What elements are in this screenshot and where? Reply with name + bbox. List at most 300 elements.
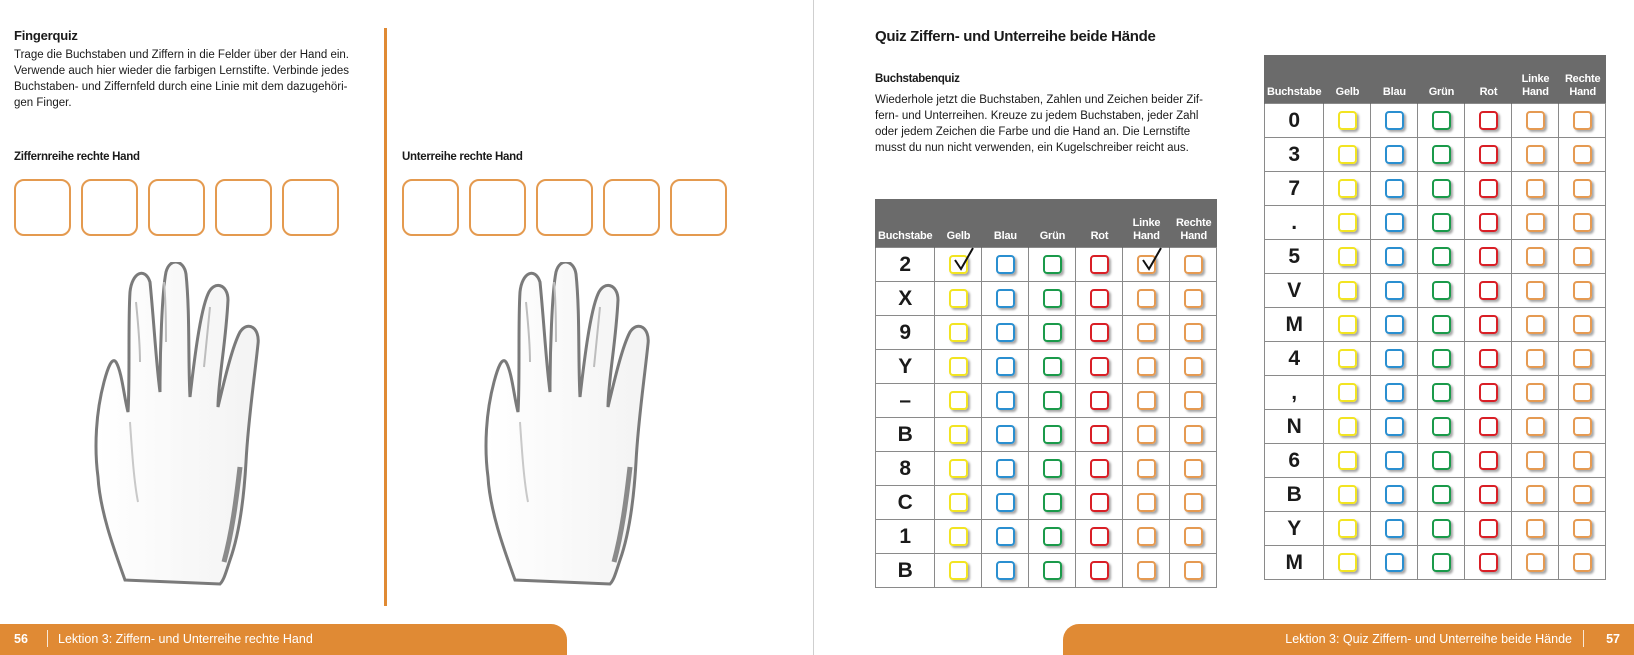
checkbox-blau[interactable]: [996, 323, 1015, 342]
cell-rechte: [1559, 172, 1606, 206]
checkbox-blau[interactable]: [1385, 111, 1404, 130]
cell-gruen: [1029, 282, 1076, 316]
cell-rot: [1465, 444, 1512, 478]
checkbox-blau[interactable]: [1385, 213, 1404, 232]
checkbox-rot[interactable]: [1090, 323, 1109, 342]
header-text: Hand: [1133, 230, 1160, 242]
cell-rot: [1465, 512, 1512, 546]
answer-box[interactable]: [282, 179, 339, 236]
checkbox-gruen[interactable]: [1043, 289, 1062, 308]
checkbox-gelb[interactable]: [1338, 315, 1357, 334]
checkbox-rot[interactable]: [1479, 315, 1498, 334]
cell-gruen: [1418, 138, 1465, 172]
table-row: [876, 486, 1217, 520]
checkmark-icon: [1141, 247, 1163, 271]
checkbox-rot[interactable]: [1479, 179, 1498, 198]
cell-linke: [1512, 274, 1559, 308]
checkbox-blau[interactable]: [996, 255, 1015, 274]
cell-gelb: [935, 350, 982, 384]
checkbox-linke[interactable]: [1137, 289, 1156, 308]
col-header-buchstabe: [1265, 55, 1324, 104]
table-row: [1265, 546, 1606, 580]
checkbox-blau[interactable]: [1385, 179, 1404, 198]
checkbox-linke[interactable]: [1526, 383, 1545, 402]
checkbox-rechte[interactable]: [1573, 451, 1592, 470]
checkbox-linke[interactable]: [1137, 493, 1156, 512]
checkbox-gelb[interactable]: [949, 425, 968, 444]
cell-blau: [1371, 206, 1418, 240]
col-header-gelb: [1324, 55, 1371, 104]
row-letter: 2: [876, 248, 935, 282]
cell-gelb: [1324, 444, 1371, 478]
cell-rot: [1076, 486, 1123, 520]
checkbox-gruen[interactable]: [1432, 485, 1451, 504]
checkbox-linke[interactable]: [1526, 145, 1545, 164]
cell-gruen: [1029, 350, 1076, 384]
cell-rechte: [1559, 546, 1606, 580]
answer-box[interactable]: [148, 179, 205, 236]
checkbox-gruen[interactable]: [1043, 425, 1062, 444]
checkbox-rechte[interactable]: [1573, 179, 1592, 198]
checkbox-gelb[interactable]: [949, 561, 968, 580]
cell-blau: [982, 520, 1029, 554]
checkbox-linke[interactable]: [1526, 417, 1545, 436]
checkbox-blau[interactable]: [1385, 281, 1404, 300]
row-letter: C: [876, 486, 935, 520]
cell-linke: [1123, 486, 1170, 520]
checkbox-blau[interactable]: [996, 561, 1015, 580]
checkbox-linke[interactable]: [1137, 561, 1156, 580]
checkbox-gelb[interactable]: [1338, 519, 1357, 538]
checkbox-rot[interactable]: [1479, 213, 1498, 232]
checkbox-rot[interactable]: [1479, 247, 1498, 266]
cell-rechte: [1170, 452, 1217, 486]
checkbox-blau[interactable]: [996, 391, 1015, 410]
cell-blau: [1371, 512, 1418, 546]
table-row: [876, 282, 1217, 316]
checkbox-gelb[interactable]: [949, 391, 968, 410]
cell-gelb: [935, 384, 982, 418]
checkbox-gelb[interactable]: [1338, 145, 1357, 164]
cell-gelb: [1324, 512, 1371, 546]
checkbox-gruen[interactable]: [1043, 459, 1062, 478]
cell-rechte: [1559, 376, 1606, 410]
cell-rot: [1076, 316, 1123, 350]
row-letter: X: [876, 282, 935, 316]
checkbox-rot[interactable]: [1090, 289, 1109, 308]
checkbox-gruen[interactable]: [1432, 179, 1451, 198]
header-text: Linke: [1521, 73, 1550, 85]
checkbox-blau[interactable]: [996, 459, 1015, 478]
header-text: Hand: [1569, 86, 1597, 98]
table-row: [1265, 206, 1606, 240]
cell-gelb: [1324, 546, 1371, 580]
checkbox-gelb[interactable]: [949, 493, 968, 512]
checkbox-blau[interactable]: [1385, 451, 1404, 470]
table-row: [876, 248, 1217, 282]
intro-line: Trage die Buchstaben und Ziffern in die Felder über der Hand ein.: [14, 49, 349, 61]
checkbox-blau[interactable]: [1385, 417, 1404, 436]
checkbox-linke[interactable]: [1137, 323, 1156, 342]
checkbox-gruen[interactable]: [1432, 145, 1451, 164]
checkbox-linke[interactable]: [1526, 281, 1545, 300]
checkbox-gelb[interactable]: [949, 323, 968, 342]
checkbox-rechte[interactable]: [1573, 553, 1592, 572]
cell-gruen: [1418, 274, 1465, 308]
checkbox-linke[interactable]: [1526, 247, 1545, 266]
checkbox-gruen[interactable]: [1043, 493, 1062, 512]
cell-rot: [1465, 172, 1512, 206]
checkbox-gelb[interactable]: [1338, 417, 1357, 436]
cell-rot: [1465, 308, 1512, 342]
cell-rot: [1465, 240, 1512, 274]
checkbox-gruen[interactable]: [1432, 247, 1451, 266]
header-text: Rechte: [1175, 217, 1212, 229]
checkbox-gruen[interactable]: [1432, 281, 1451, 300]
checkbox-rot[interactable]: [1479, 111, 1498, 130]
table-row: [1265, 512, 1606, 546]
row-letter: 4: [1265, 342, 1324, 376]
intro-line: oder jedem Zeichen die Farbe und die Hand an. Die Lernstifte: [875, 126, 1191, 138]
checkbox-blau[interactable]: [1385, 145, 1404, 164]
cell-blau: [1371, 410, 1418, 444]
cell-gruen: [1418, 172, 1465, 206]
cell-gelb: [1324, 138, 1371, 172]
checkbox-blau[interactable]: [1385, 553, 1404, 572]
cell-gelb: [1324, 274, 1371, 308]
table-row: [1265, 308, 1606, 342]
cell-gelb: [935, 418, 982, 452]
checkbox-gruen[interactable]: [1432, 349, 1451, 368]
answer-box[interactable]: [14, 179, 71, 236]
row-letter: V: [1265, 274, 1324, 308]
table-row: [876, 316, 1217, 350]
answer-box[interactable]: [215, 179, 272, 236]
checkbox-rechte[interactable]: [1573, 281, 1592, 300]
cell-gelb: [935, 248, 982, 282]
checkbox-rot[interactable]: [1479, 485, 1498, 504]
checkbox-gelb[interactable]: [1338, 213, 1357, 232]
checkbox-rechte[interactable]: [1184, 323, 1203, 342]
cell-linke: [1512, 546, 1559, 580]
cell-gruen: [1029, 486, 1076, 520]
quiz-title: Quiz Ziffern- und Unterreihe beide Hände: [875, 28, 1156, 45]
checkbox-blau[interactable]: [996, 527, 1015, 546]
answer-box[interactable]: [402, 179, 459, 236]
checkbox-gelb[interactable]: [949, 255, 968, 274]
checkbox-blau[interactable]: [996, 357, 1015, 376]
checkbox-linke[interactable]: [1137, 459, 1156, 478]
table-row: [1265, 274, 1606, 308]
checkbox-rechte[interactable]: [1184, 527, 1203, 546]
checkbox-rechte[interactable]: [1573, 383, 1592, 402]
cell-rechte: [1559, 444, 1606, 478]
checkbox-rot[interactable]: [1479, 383, 1498, 402]
cell-gruen: [1029, 520, 1076, 554]
row-letter: 0: [1265, 104, 1324, 138]
table-row: [1265, 104, 1606, 138]
header-text: Blau: [993, 230, 1017, 242]
checkbox-linke[interactable]: [1526, 349, 1545, 368]
checkbox-rechte[interactable]: [1573, 485, 1592, 504]
cell-rechte: [1559, 240, 1606, 274]
col-header-rechte-hand: [1559, 55, 1606, 104]
checkbox-gruen[interactable]: [1432, 519, 1451, 538]
checkbox-rechte[interactable]: [1184, 493, 1203, 512]
cell-gruen: [1029, 384, 1076, 418]
col-header-blau: [982, 199, 1029, 248]
cell-blau: [1371, 172, 1418, 206]
footer-right: [1063, 624, 1634, 655]
checkbox-gelb[interactable]: [1338, 553, 1357, 572]
checkbox-gelb[interactable]: [949, 289, 968, 308]
checkbox-linke[interactable]: [1526, 553, 1545, 572]
checkbox-rot[interactable]: [1090, 391, 1109, 410]
right-hand-illustration-2: [480, 262, 660, 587]
checkbox-gelb[interactable]: [1338, 383, 1357, 402]
checkbox-blau[interactable]: [1385, 519, 1404, 538]
page-divider: [384, 28, 387, 606]
checkbox-linke[interactable]: [1526, 519, 1545, 538]
checkbox-rot[interactable]: [1479, 451, 1498, 470]
cell-rot: [1465, 376, 1512, 410]
col-header-gelb: [935, 199, 982, 248]
checkbox-gelb[interactable]: [949, 459, 968, 478]
answer-box[interactable]: [603, 179, 660, 236]
checkbox-linke[interactable]: [1526, 213, 1545, 232]
checkbox-rechte[interactable]: [1573, 145, 1592, 164]
cell-rot: [1465, 138, 1512, 172]
checkbox-rechte[interactable]: [1573, 417, 1592, 436]
ziffernreihe-boxes: [14, 179, 339, 236]
row-letter: Y: [876, 350, 935, 384]
cell-rechte: [1559, 138, 1606, 172]
checkbox-blau[interactable]: [996, 425, 1015, 444]
checkbox-rot[interactable]: [1479, 281, 1498, 300]
cell-rot: [1076, 248, 1123, 282]
checkbox-gruen[interactable]: [1043, 255, 1062, 274]
checkbox-gelb[interactable]: [1338, 485, 1357, 504]
checkbox-rot[interactable]: [1479, 349, 1498, 368]
checkbox-rot[interactable]: [1479, 553, 1498, 572]
checkbox-blau[interactable]: [1385, 485, 1404, 504]
cell-rot: [1076, 350, 1123, 384]
cell-rechte: [1170, 248, 1217, 282]
row-letter: 7: [1265, 172, 1324, 206]
checkbox-linke[interactable]: [1526, 315, 1545, 334]
cell-gruen: [1418, 546, 1465, 580]
cell-blau: [982, 452, 1029, 486]
intro-line: fern- und Unterreihen. Kreuze zu jedem Buchstaben, jeder Zahl: [875, 110, 1199, 122]
cell-gelb: [935, 452, 982, 486]
cell-rot: [1076, 384, 1123, 418]
checkbox-linke[interactable]: [1137, 527, 1156, 546]
cell-rot: [1076, 418, 1123, 452]
checkbox-gelb[interactable]: [1338, 349, 1357, 368]
table-row: [876, 418, 1217, 452]
checkbox-linke[interactable]: [1526, 179, 1545, 198]
quiz-table-body: [1265, 104, 1606, 580]
checkbox-blau[interactable]: [996, 493, 1015, 512]
checkbox-gelb[interactable]: [1338, 247, 1357, 266]
row-letter: Y: [1265, 512, 1324, 546]
header-text: Buchstabe: [1267, 86, 1322, 98]
row-letter: 9: [876, 316, 935, 350]
header-text: Grün: [1428, 86, 1455, 98]
table-row: [876, 384, 1217, 418]
cell-rechte: [1170, 486, 1217, 520]
checkbox-rot[interactable]: [1090, 425, 1109, 444]
checkbox-blau[interactable]: [996, 289, 1015, 308]
buchstabenquiz-title: Buchstabenquiz: [875, 73, 960, 85]
row-letter: 5: [1265, 240, 1324, 274]
checkbox-gelb[interactable]: [1338, 281, 1357, 300]
row-letter: B: [876, 554, 935, 588]
checkbox-gruen[interactable]: [1432, 553, 1451, 572]
row-letter: 6: [1265, 444, 1324, 478]
col-header-gruen: [1029, 199, 1076, 248]
checkbox-gelb[interactable]: [1338, 451, 1357, 470]
cell-gelb: [935, 486, 982, 520]
row-letter: N: [1265, 410, 1324, 444]
checkbox-rot[interactable]: [1090, 561, 1109, 580]
checkbox-rot[interactable]: [1479, 519, 1498, 538]
checkbox-rechte[interactable]: [1184, 391, 1203, 410]
checkbox-rechte[interactable]: [1573, 111, 1592, 130]
answer-box[interactable]: [469, 179, 526, 236]
cell-linke: [1512, 104, 1559, 138]
cell-rechte: [1559, 478, 1606, 512]
checkbox-linke[interactable]: [1137, 425, 1156, 444]
checkbox-gruen[interactable]: [1043, 527, 1062, 546]
checkbox-gruen[interactable]: [1432, 451, 1451, 470]
checkbox-gruen[interactable]: [1043, 323, 1062, 342]
cell-gelb: [935, 282, 982, 316]
fingerquiz-intro: [14, 47, 349, 111]
checkbox-rechte[interactable]: [1184, 459, 1203, 478]
footer-lesson-right: Lektion 3: Quiz Ziffern- und Unterreihe beide Hände: [1285, 632, 1572, 646]
checkbox-gruen[interactable]: [1043, 391, 1062, 410]
checkbox-gruen[interactable]: [1043, 561, 1062, 580]
header-text: Grün: [1039, 230, 1066, 242]
header-text: Hand: [1522, 86, 1549, 98]
checkbox-rechte[interactable]: [1573, 315, 1592, 334]
checkbox-blau[interactable]: [1385, 349, 1404, 368]
cell-blau: [1371, 546, 1418, 580]
col-header-rot: [1465, 55, 1512, 104]
cell-blau: [1371, 104, 1418, 138]
cell-gruen: [1418, 206, 1465, 240]
row-letter: –: [876, 384, 935, 418]
quiz-table-1: [875, 199, 1217, 588]
cell-blau: [1371, 274, 1418, 308]
row-letter: B: [1265, 478, 1324, 512]
cell-blau: [982, 486, 1029, 520]
checkbox-linke[interactable]: [1526, 485, 1545, 504]
cell-rechte: [1559, 206, 1606, 240]
table-row: [876, 350, 1217, 384]
checkbox-gruen[interactable]: [1432, 417, 1451, 436]
checkbox-gelb[interactable]: [949, 357, 968, 376]
checkbox-linke[interactable]: [1137, 255, 1156, 274]
checkbox-rot[interactable]: [1479, 417, 1498, 436]
checkbox-linke[interactable]: [1137, 357, 1156, 376]
header-text: Hand: [1180, 230, 1208, 242]
checkbox-gruen[interactable]: [1432, 213, 1451, 232]
checkbox-rechte[interactable]: [1573, 349, 1592, 368]
cell-gruen: [1029, 554, 1076, 588]
cell-rechte: [1559, 308, 1606, 342]
checkbox-blau[interactable]: [1385, 247, 1404, 266]
checkbox-linke[interactable]: [1526, 111, 1545, 130]
checkbox-linke[interactable]: [1526, 451, 1545, 470]
cell-gruen: [1418, 240, 1465, 274]
checkbox-gruen[interactable]: [1432, 111, 1451, 130]
cell-linke: [1123, 452, 1170, 486]
cell-linke: [1123, 418, 1170, 452]
intro-line: musst du nun nicht verwenden, ein Kugelschreiber reicht aus.: [875, 142, 1189, 154]
answer-box[interactable]: [670, 179, 727, 236]
cell-blau: [982, 316, 1029, 350]
cell-gelb: [1324, 376, 1371, 410]
checkbox-gelb[interactable]: [949, 527, 968, 546]
checkbox-rot[interactable]: [1090, 357, 1109, 376]
checkbox-rechte[interactable]: [1184, 357, 1203, 376]
checkbox-linke[interactable]: [1137, 391, 1156, 410]
col-header-linke-hand: [1123, 199, 1170, 248]
checkbox-rot[interactable]: [1479, 145, 1498, 164]
header-text: Rot: [1090, 230, 1109, 242]
checkbox-rechte[interactable]: [1573, 247, 1592, 266]
checkbox-rechte[interactable]: [1573, 213, 1592, 232]
checkbox-rechte[interactable]: [1184, 289, 1203, 308]
checkbox-blau[interactable]: [1385, 383, 1404, 402]
cell-gelb: [1324, 342, 1371, 376]
checkbox-gelb[interactable]: [1338, 179, 1357, 198]
checkbox-rechte[interactable]: [1184, 425, 1203, 444]
intro-line: Wiederhole jetzt die Buchstaben, Zahlen und Zeichen beider Zif-: [875, 94, 1203, 106]
checkbox-rot[interactable]: [1090, 459, 1109, 478]
cell-blau: [1371, 444, 1418, 478]
checkbox-rechte[interactable]: [1573, 519, 1592, 538]
cell-blau: [982, 350, 1029, 384]
checkbox-rot[interactable]: [1090, 255, 1109, 274]
table-row: [1265, 478, 1606, 512]
header-text: Gelb: [946, 230, 971, 242]
cell-blau: [1371, 478, 1418, 512]
checkbox-rot[interactable]: [1090, 493, 1109, 512]
answer-box[interactable]: [536, 179, 593, 236]
cell-linke: [1123, 384, 1170, 418]
checkbox-gruen[interactable]: [1043, 357, 1062, 376]
answer-box[interactable]: [81, 179, 138, 236]
cell-blau: [982, 384, 1029, 418]
cell-rot: [1465, 546, 1512, 580]
checkbox-gelb[interactable]: [1338, 111, 1357, 130]
table-row: [1265, 172, 1606, 206]
checkbox-rechte[interactable]: [1184, 561, 1203, 580]
row-letter: 1: [876, 520, 935, 554]
unterreihe-boxes: [402, 179, 727, 236]
cell-linke: [1512, 342, 1559, 376]
checkbox-blau[interactable]: [1385, 315, 1404, 334]
intro-line: Verwende auch hier wieder die farbigen Lernstifte. Verbinde jedes: [14, 65, 349, 77]
checkbox-gruen[interactable]: [1432, 315, 1451, 334]
checkbox-gruen[interactable]: [1432, 383, 1451, 402]
cell-linke: [1123, 520, 1170, 554]
checkbox-rechte[interactable]: [1184, 255, 1203, 274]
checkbox-rot[interactable]: [1090, 527, 1109, 546]
